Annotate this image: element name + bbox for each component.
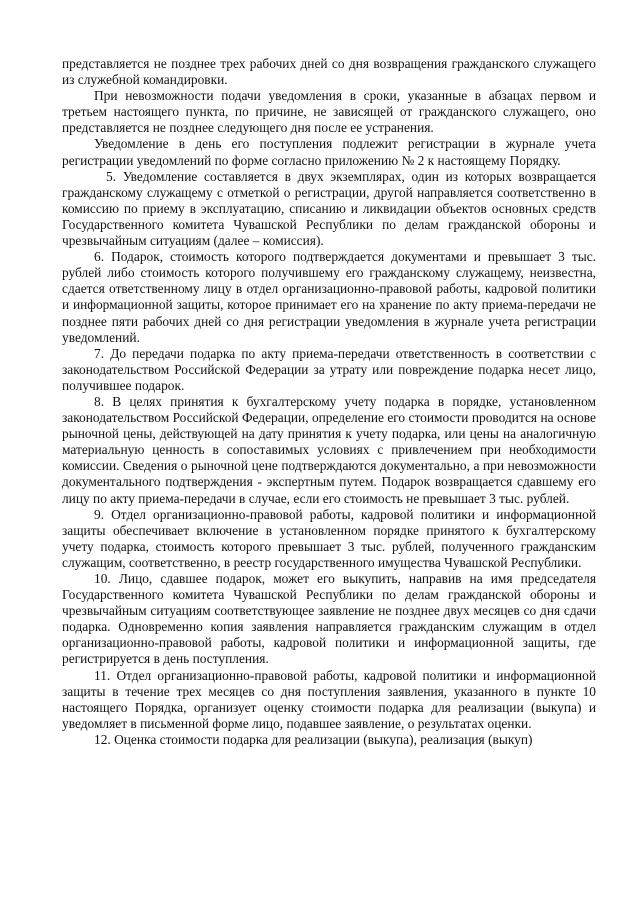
paragraph-item-6: 6. Подарок, стоимость которого подтверждается документами и превышает 3 тыс. рублей либо стоимость которого получившему его гражданскому служащему, неизвестна, сдается ответственному лицу в отдел организационно-правовой работы, кадровой политики и информационной защиты, которое принимает его на хранение по акту приема-передачи не позднее пяти рабочих дней со дня регистрации уведомления в журнале учета регистрации уведомлений. [62, 249, 596, 345]
paragraph-item-8: 8. В целях принятия к бухгалтерскому учету подарка в порядке, установленном законодательством Российской Федерации, определение его стоимости проводится на основе рыночной цены, действующей на дату принятия к учету подарка, или цены на аналогичную материальную ценность в сопоставимых условиях с привлечением при необходимости комиссии. Сведения о рыночной цене подтверждаются документально, а при невозможности документального подтверждения - экспертным путем. Подарок возвращается сдавшему его лицу по акту приема-передачи в случае, если его стоимость не превышает 3 тыс. рублей. [62, 393, 596, 506]
paragraph-item-7: 7. До передачи подарка по акту приема-передачи ответственность в соответствии с законодательством Российской Федерации за утрату или повреждение подарка несет лицо, получившее подарок. [62, 345, 596, 393]
paragraph-item-9: 9. Отдел организационно-правовой работы, кадровой политики и информационной защиты обеспечивает включение в установленном порядке принятого к бухгалтерскому учету подарка, стоимость которого превышает 3 тыс. рублей, полученного гражданским служащим, соответственно, в реестр государственного имущества Чувашской Республики. [62, 506, 596, 570]
paragraph-notice-registration: Уведомление в день его поступления подлежит регистрации в журнале учета регистрации уведомлений по форме согласно приложению № 2 к настоящему Порядку. [62, 136, 596, 168]
paragraph-notice-deadline: При невозможности подачи уведомления в сроки, указанные в абзацах первом и третьем настоящего пункта, по причине, не зависящей от гражданского служащего, оно представляется не позднее следующего дня после ее устранения. [62, 88, 596, 136]
paragraph-continuation: представляется не позднее трех рабочих дней со дня возвращения гражданского служащего из служебной командировки. [62, 56, 596, 88]
paragraph-item-5: 5. Уведомление составляется в двух экземплярах, один из которых возвращается гражданскому служащему с отметкой о регистрации, другой направляется соответственно в комиссию по приему в эксплуатацию, списанию и ликвидации объектов основных средств Государственного комитета Чувашской Республики по делам гражданской обороны и чрезвычайным ситуациям (далее – комиссия). [62, 168, 596, 249]
paragraph-item-10: 10. Лицо, сдавшее подарок, может его выкупить, направив на имя председателя Государственного комитета Чувашской Республики по делам гражданской обороны и чрезвычайным ситуациям соответствующее заявление не позднее двух месяцев со дня сдачи подарка. Одновременно копия заявления направляется гражданским служащим в отдел организационно-правовой работы, кадровой политики и информационной защиты, где регистрируется в день поступления. [62, 571, 596, 667]
document-page [62, 56, 596, 748]
paragraph-item-11: 11. Отдел организационно-правовой работы, кадровой политики и информационной защиты в течение трех месяцев со дня поступления заявления, указанного в пункте 10 настоящего Порядка, организует оценку стоимости подарка для реализации (выкупа) и уведомляет в письменной форме лицо, подавшее заявление, о результатах оценки. [62, 667, 596, 731]
paragraph-item-12: 12. Оценка стоимости подарка для реализации (выкупа), реализация (выкуп) [94, 731, 533, 747]
